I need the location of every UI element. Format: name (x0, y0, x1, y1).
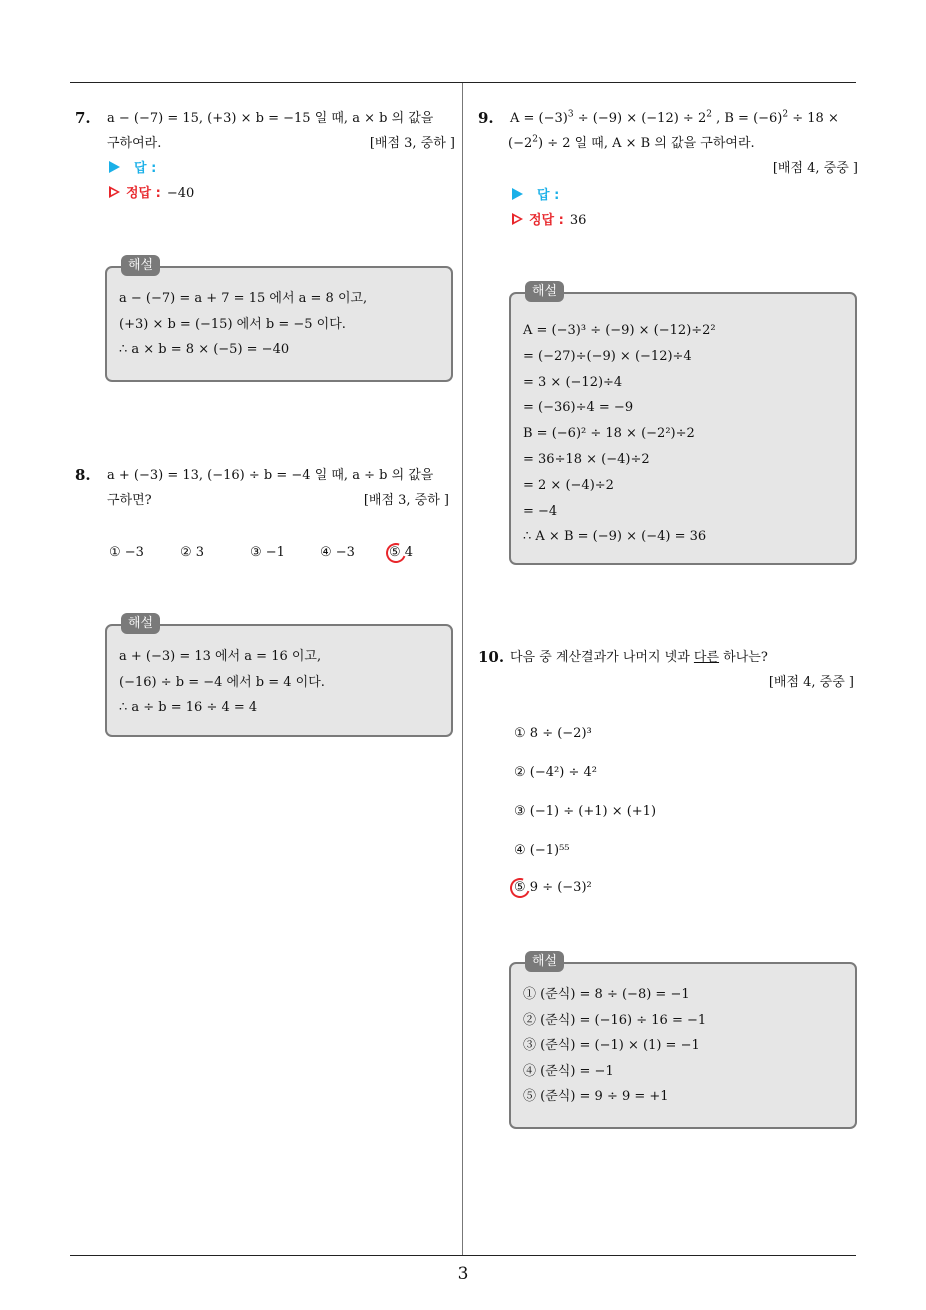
play-icon (512, 188, 523, 200)
points-label: [배점 3, 중하 ] (363, 493, 449, 508)
choice-3[interactable]: ③ (−1) ÷ (+1) × (+1) (514, 804, 657, 819)
choice-4[interactable]: ④ −3 (320, 545, 355, 560)
choice-4[interactable]: ④ (−1)⁵⁵ (514, 843, 570, 858)
solution-line: A = (−3)³ ÷ (−9) × (−12)÷2² (523, 323, 716, 338)
correct-answer-line: 정답 : −40 (109, 181, 455, 206)
solution-line: = 3 × (−12)÷4 (523, 374, 623, 390)
question-text-line2: 구하여라. (107, 136, 162, 151)
selected-answer-circle-icon (383, 540, 410, 567)
correct-answer-line: 정답 : 36 (512, 208, 858, 233)
question-text-line1: a + (−3) = 13, (−16) ÷ b = −4 일 때, a ÷ b 의 값을 (107, 468, 434, 483)
solution-box-8 (105, 616, 453, 737)
choices-8 (109, 545, 449, 565)
question-text-line1: 다음 중 계산결과가 나머지 넷과 다른 하나는? (510, 650, 768, 665)
solution-line: ∴ A × B = (−9) × (−4) = 36 (523, 529, 707, 545)
play-icon (109, 161, 120, 173)
solution-box-9 (509, 284, 857, 565)
solution-line: B = (−6)² ÷ 18 × (−2²)÷2 (523, 426, 695, 442)
column-divider (462, 83, 463, 1255)
question-9 (478, 106, 858, 233)
question-7 (75, 106, 455, 206)
question-text-line2: 구하면? (107, 493, 152, 508)
correct-answer-value: −40 (166, 186, 195, 201)
play-outline-icon (109, 186, 120, 198)
solution-tag: 해설 (121, 255, 160, 276)
solution-line: ② (준식) = (−16) ÷ 16 = −1 (523, 1012, 707, 1028)
points-label: [배점 3, 중하 ] (369, 136, 455, 151)
solution-line: ∴ a ÷ b = 16 ÷ 4 = 4 (119, 700, 258, 715)
solution-box-10 (509, 954, 857, 1129)
choice-1[interactable]: ① −3 (109, 545, 144, 560)
choice-2[interactable]: ② 3 (180, 545, 205, 560)
choice-5[interactable]: ⑤ 9 ÷ (−3)² (514, 880, 592, 895)
solution-line: = 36÷18 × (−4)÷2 (523, 451, 650, 467)
solution-line: ④ (준식) = −1 (523, 1063, 614, 1079)
points-label: [배점 4, 중중 ] (768, 675, 854, 690)
solution-box-7 (105, 258, 453, 382)
page-number: 3 (457, 1264, 469, 1284)
solution-tag: 해설 (525, 951, 564, 972)
answer-line: 답 : (512, 183, 858, 208)
question-number: 9. (478, 109, 494, 127)
play-outline-icon (512, 213, 523, 225)
solution-line: = (−36)÷4 = −9 (523, 400, 634, 416)
solution-line: a + (−3) = 13 에서 a = 16 이고, (119, 649, 322, 664)
choice-3[interactable]: ③ −1 (250, 545, 285, 560)
solution-line: (+3) × b = (−15) 에서 b = −5 이다. (119, 316, 346, 332)
question-8 (75, 463, 455, 513)
solution-line: ③ (준식) = (−1) × (1) = −1 (523, 1038, 700, 1053)
answer-line: 답 : (109, 156, 455, 181)
question-10 (478, 645, 854, 695)
choice-5[interactable]: ⑤ 4 (389, 545, 414, 560)
solution-line: = 2 × (−4)÷2 (523, 477, 614, 493)
question-number: 10. (478, 648, 505, 666)
solution-line: = −4 (523, 503, 558, 519)
solution-line: ∴ a × b = 8 × (−5) = −40 (119, 342, 290, 357)
choice-1[interactable]: ① 8 ÷ (−2)³ (514, 726, 592, 741)
solution-line: a − (−7) = a + 7 = 15 에서 a = 8 이고, (119, 291, 368, 306)
correct-answer-value: 36 (569, 213, 587, 228)
solution-line: (−16) ÷ b = −4 에서 b = 4 이다. (119, 674, 325, 690)
question-text-line1: a − (−7) = 15, (+3) × b = −15 일 때, a × b 의 값을 (107, 111, 434, 126)
solution-tag: 해설 (525, 281, 564, 302)
solution-line: ① (준식) = 8 ÷ (−8) = −1 (523, 987, 690, 1002)
question-number: 8. (75, 466, 91, 484)
solution-tag: 해설 (121, 613, 160, 634)
points-label: [배점 4, 중중 ] (772, 161, 858, 176)
solution-line: = (−27)÷(−9) × (−12)÷4 (523, 348, 692, 364)
question-text-line2: $(-2^2) \div 2$ 일 때, A × B 의 값을 구하여라. (508, 134, 755, 151)
bottom-rule (70, 1255, 856, 1256)
question-number: 7. (75, 109, 91, 127)
solution-line: ⑤ (준식) = 9 ÷ 9 = +1 (523, 1089, 669, 1104)
selected-answer-circle-icon (507, 875, 534, 902)
choice-2[interactable]: ② (−4²) ÷ 4² (514, 765, 597, 780)
top-rule (70, 82, 856, 83)
question-text-line1: $A = (-3)^3 \div (-9) \times (-12) \div 2^2$ , $B = (-6)^2 \div 18$ × (510, 109, 839, 126)
